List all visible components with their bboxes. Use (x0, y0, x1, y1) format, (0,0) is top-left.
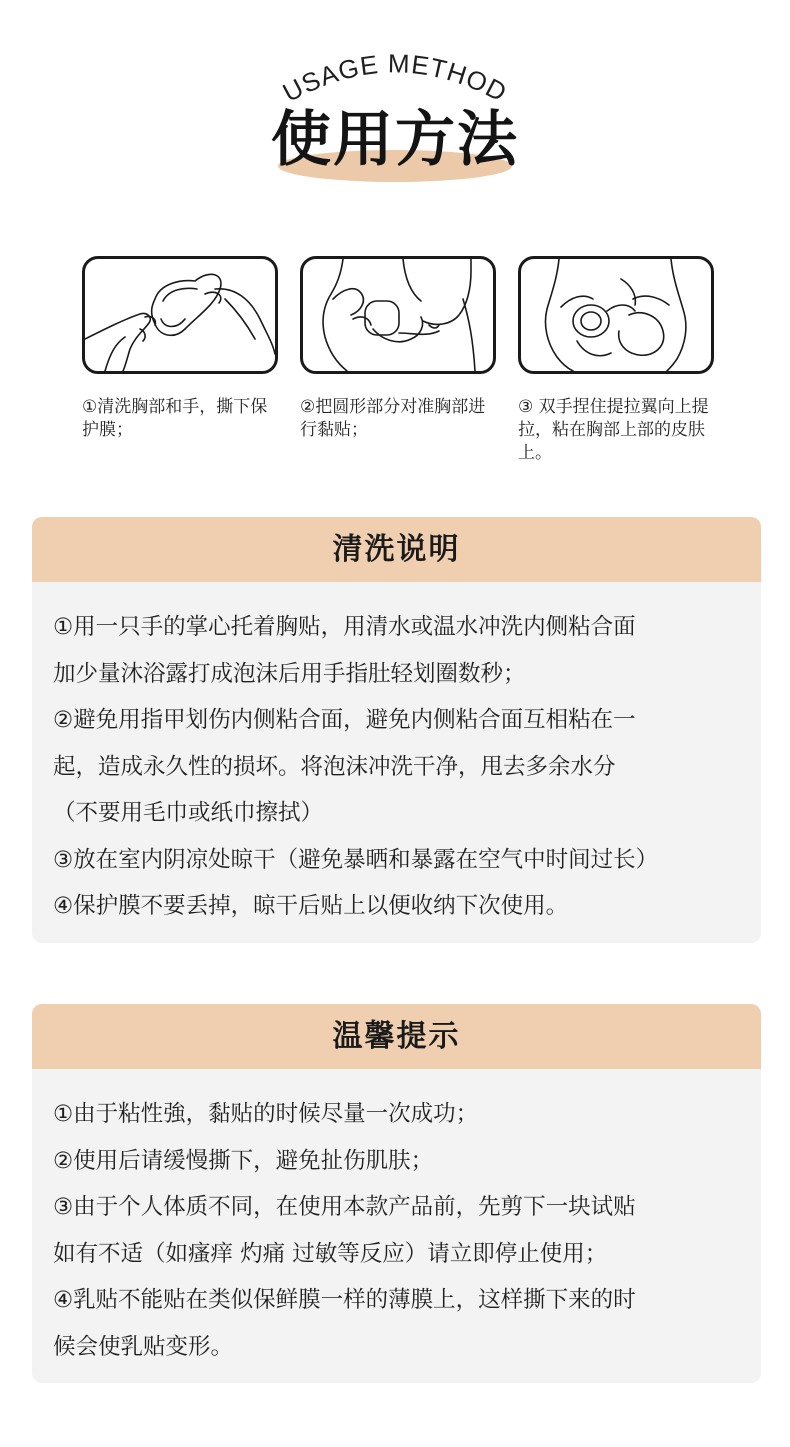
cleaning-line: ③放在室内阴凉处晾干（避免暴晒和暴露在空气中时间过长） (53, 846, 659, 873)
cleaning-instructions-section (32, 517, 761, 943)
step-3 (518, 256, 714, 465)
tips-line: ③由于个人体质不同，在使用本款产品前，先剪下一块试贴 (53, 1194, 636, 1220)
lift-wings-illustration-icon (521, 259, 711, 371)
cleaning-line: 加少量沐浴露打成泡沫后用手指肚轻划圈数秒； (53, 660, 526, 687)
apply-patch-illustration-icon (303, 259, 493, 371)
cleaning-line: ④保护膜不要丢掉，晾干后贴上以便收纳下次使用。 (53, 893, 569, 919)
step-1-caption: ①清洗胸部和手，撕下保护膜； (82, 397, 268, 440)
svg-text:USAGE METHOD: USAGE METHOD (277, 48, 513, 108)
cleaning-line: ①用一只手的掌心托着胸贴，用清水或温水冲洗内侧粘合面 (53, 614, 636, 640)
page-title: 使用方法 (271, 105, 519, 175)
step-3-frame (518, 256, 714, 374)
step-1-frame (82, 256, 278, 374)
warm-tips-section (32, 1004, 761, 1383)
step-2 (300, 256, 496, 442)
cleaning-line: ②避免用指甲划伤内侧粘合面，避免内侧粘合面互相粘在一 (53, 707, 636, 733)
step-2-caption: ②把圆形部分对准胸部进行黏贴； (300, 397, 486, 440)
cleaning-section-title: 清洗说明 (32, 517, 761, 582)
cleaning-line: 起，造成永久性的损坏。将泡沫冲洗干净，甩去多余水分 (53, 753, 616, 780)
cleaning-section-body (32, 582, 761, 930)
tips-line: 如有不适（如瘙痒 灼痛 过敏等反应）请立即停止使用； (53, 1240, 608, 1267)
step-3-caption: ③ 双手捏住提拉翼向上提拉，粘在胸部上部的皮肤上。 (518, 397, 709, 463)
step-1 (82, 256, 278, 442)
tips-line: 候会使乳贴变形。 (53, 1333, 234, 1360)
tips-line: ②使用后请缓慢撕下，避免扯伤肌肤； (53, 1147, 434, 1174)
step-2-frame (300, 256, 496, 374)
tips-section-title: 温馨提示 (32, 1004, 761, 1069)
cleaning-line: （不要用毛巾或纸巾擦拭） (53, 800, 324, 826)
tips-line: ④乳贴不能贴在类似保鲜膜一样的薄膜上，这样撕下来的时 (53, 1287, 636, 1313)
peel-film-illustration-icon (85, 259, 275, 371)
tips-line: ①由于粘性強，黏贴的时候尽量一次成功； (53, 1101, 479, 1127)
tips-section-body (32, 1069, 761, 1370)
